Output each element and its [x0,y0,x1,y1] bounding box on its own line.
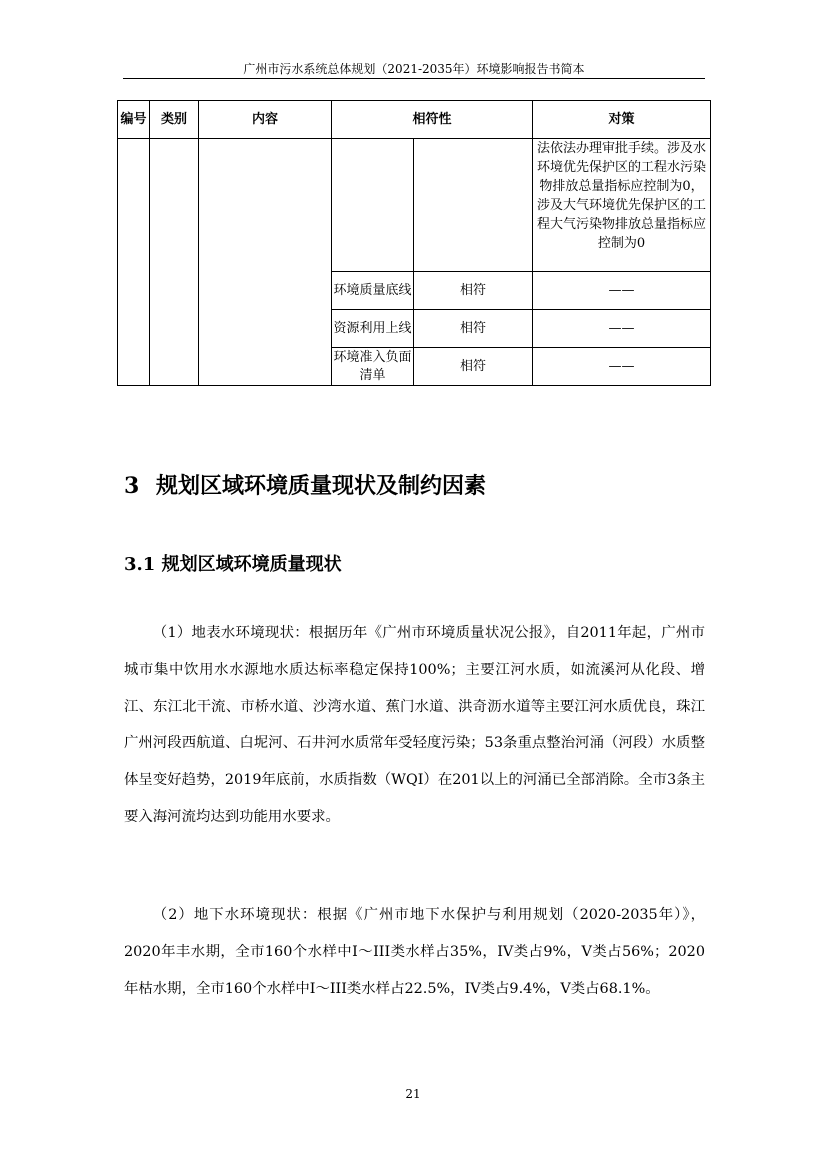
header-content: 内容 [199,101,332,139]
cell-content [199,139,332,386]
cell-conformity: 相符 [414,348,533,386]
header-measures: 对策 [533,101,711,139]
running-header: 广州市污水系统总体规划（2021-2035年）环境影响报告书简本 [243,62,585,76]
page-number: 21 [405,1087,421,1101]
section-heading: 3.1 规划区域环境质量现状 [124,554,342,575]
cell-measure: —— [533,272,711,310]
cell-conformity: 相符 [414,272,533,310]
cell-dimension: 资源利用上线 [332,310,414,348]
header-category: 类别 [150,101,199,139]
cell-category [150,139,199,386]
table-header-row [118,101,711,139]
cell-dimension: 环境准入负面清单 [332,348,414,386]
cell-measure: —— [533,348,711,386]
paragraph-groundwater: （2）地下水环境现状：根据《广州市地下水保护与利用规划（2020-2035年）》，2020年丰水期，全市160个水样中I～III类水样占35%，IV类占9%，V类占56%；2020年枯水期，全市160个水样中I～III类水样占22.5%，IV类占9.4%，V类占68.1%。 [124,907,705,997]
chapter-number: 3 [124,473,140,499]
header-number: 编号 [118,101,150,139]
table-row [118,139,711,272]
cell-dimension [332,139,414,272]
cell-measure: —— [533,310,711,348]
chapter-heading [124,470,486,502]
header-rule [123,78,705,79]
chapter-title: 规划区域环境质量现状及制约因素 [156,473,487,499]
conformity-table [117,100,711,386]
cell-number [118,139,150,386]
cell-conformity [414,139,533,272]
cell-dimension: 环境质量底线 [332,272,414,310]
cell-conformity: 相符 [414,310,533,348]
cell-measure-continued: 法依法办理审批手续。涉及水环境优先保护区的工程水污染物排放总量指标应控制为0，涉及大气环境优先保护区的工程大气污染物排放总量指标应控制为0 [533,139,711,272]
header-conformity: 相符性 [332,101,533,139]
paragraph-surface-water: （1）地表水环境现状：根据历年《广州市环境质量状况公报》，自2011年起，广州市城市集中饮用水水源地水质达标率稳定保持100%；主要江河水质，如流溪河从化段、增江、东江北干流、市桥水道、沙湾水道、蕉门水道、洪奇沥水道等主要江河水质优良，珠江广州河段西航道、白坭河、石井河水质常年受轻度污染；53条重点整治河涌（河段）水质整体呈变好趋势，2019年底前，水质指数（WQI）在201以上的河涌已全部消除。全市3条主要入海河流均达到功能用水要求。 [124,625,705,825]
